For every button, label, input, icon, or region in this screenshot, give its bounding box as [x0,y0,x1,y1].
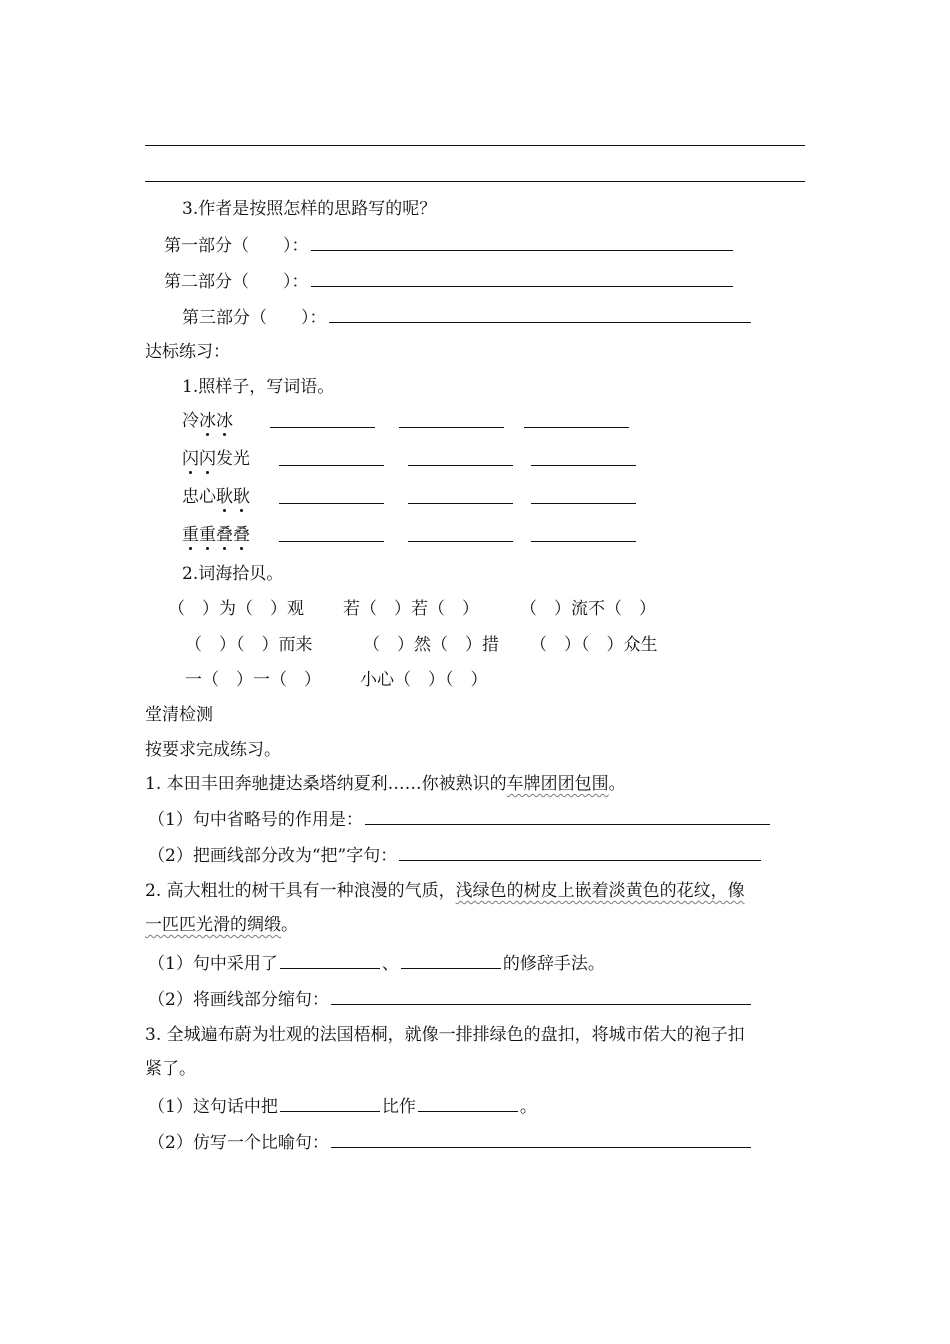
idiom-3-1: 一（ ）一（ ） [185,670,321,690]
word-row-4 [182,524,250,546]
wavy-underlined-phrase: 一匹匹光滑的绸缎 [145,915,281,935]
word-row-2-blanks [277,448,638,472]
answer-blank[interactable] [331,1130,751,1148]
q3-part3 [182,305,753,329]
wavy-underlined-phrase: 浅绿色的树皮上嵌着淡黄色的花纹，像 [455,881,745,901]
word-char-dotted: 闪 [182,449,199,469]
word-blank[interactable] [531,486,636,504]
answer-blank[interactable] [331,987,751,1005]
word-char-dotted: 重 [199,525,216,545]
answer-line [145,145,805,146]
part2-label: 第二部分（ ）： [164,272,309,292]
word-blank[interactable] [279,524,384,542]
answer-blank[interactable] [280,1094,380,1112]
tq-q3-sub1: （1）这句话中把 比作 。 [148,1094,537,1118]
word-char-dotted: 叠 [233,525,250,545]
part3-blank[interactable] [329,305,751,323]
word-blank[interactable] [399,410,504,428]
part3-label: 第三部分（ ）： [182,308,327,328]
word-char: 忠 [182,487,199,507]
tangqing-heading: 堂清检测 [145,705,213,725]
word-char-dotted: 叠 [216,525,233,545]
idiom-2-2: （ ）然（ ）措 [363,635,499,655]
tq-q3-line2: 紧了。 [145,1059,196,1079]
word-row-1 [182,410,233,432]
tq-q3-line1: 3. 全城遍布蔚为壮观的法国梧桐，就像一排排绿色的盘扣，将城市偌大的袍子扣 [145,1025,745,1045]
answer-blank[interactable] [399,843,761,861]
word-blank[interactable] [408,448,513,466]
idiom-1-2: 若（ ）若（ ） [343,599,479,619]
word-blank[interactable] [531,448,636,466]
ex2-title: 2.词海拾贝。 [182,564,284,584]
idiom-3-2: 小心（ ）（ ） [360,670,488,690]
word-blank[interactable] [408,486,513,504]
dabiao-heading: 达标练习： [145,342,230,362]
answer-blank[interactable] [365,807,770,825]
word-row-3-blanks [277,486,638,510]
idiom-2-3: （ ）（ ）众生 [530,635,658,655]
part2-blank[interactable] [311,269,733,287]
tq-q2-line2: 一匹匹光滑的绸缎。 [145,915,298,935]
word-blank[interactable] [279,486,384,504]
word-blank[interactable] [524,410,629,428]
part1-blank[interactable] [311,233,733,251]
word-char: 心 [199,487,216,507]
word-blank[interactable] [270,410,375,428]
word-row-4-blanks [277,524,638,548]
part1-label: 第一部分（ ）： [164,236,309,256]
word-row-3 [182,486,250,508]
word-char-dotted: 重 [182,525,199,545]
q3-title: 3.作者是按照怎样的思路写的呢？ [182,199,437,219]
word-char-dotted: 耿 [233,487,250,507]
word-row-2 [182,448,250,470]
tq-q2-sub1: （1）句中采用了 、 的修辞手法。 [148,951,605,975]
answer-blank[interactable] [280,951,380,969]
word-row-1-blanks [268,410,631,434]
word-char-dotted: 闪 [199,449,216,469]
answer-blank[interactable] [401,951,501,969]
tq-q2-line1: 2. 高大粗壮的树干具有一种浪漫的气质，浅绿色的树皮上嵌着淡黄色的花纹，像 [145,881,745,901]
word-blank[interactable] [408,524,513,542]
tq-q1-text: 1. 本田丰田奔驰捷达桑塔纳夏利……你被熟识的车牌团团包围。 [145,774,626,794]
idiom-2-1: （ ）（ ）而来 [185,635,313,655]
tq-q1-sub2: （2）把画线部分改为“把”字句： [148,843,763,867]
idiom-1-3: （ ）流不（ ） [520,599,656,619]
word-blank[interactable] [279,448,384,466]
answer-line [145,181,805,182]
word-char-dotted: 耿 [216,487,233,507]
word-char: 发 [216,449,233,469]
answer-blank[interactable] [418,1094,518,1112]
ex1-title: 1.照样子，写词语。 [182,377,335,397]
word-char-dotted: 冰 [199,411,216,431]
word-char-dotted: 冰 [216,411,233,431]
tangqing-instruction: 按要求完成练习。 [145,740,281,760]
q3-part1 [164,233,735,257]
word-char: 光 [233,449,250,469]
tq-q2-sub2: （2）将画线部分缩句： [148,987,753,1011]
word-blank[interactable] [531,524,636,542]
tq-q3-sub2: （2）仿写一个比喻句： [148,1130,753,1154]
tq-q1-sub1: （1）句中省略号的作用是： [148,807,772,831]
idiom-1-1: （ ）为（ ）观 [168,599,304,619]
q3-part2 [164,269,735,293]
wavy-underlined-phrase: 车牌团团包围 [506,774,609,794]
word-char: 冷 [182,411,199,431]
